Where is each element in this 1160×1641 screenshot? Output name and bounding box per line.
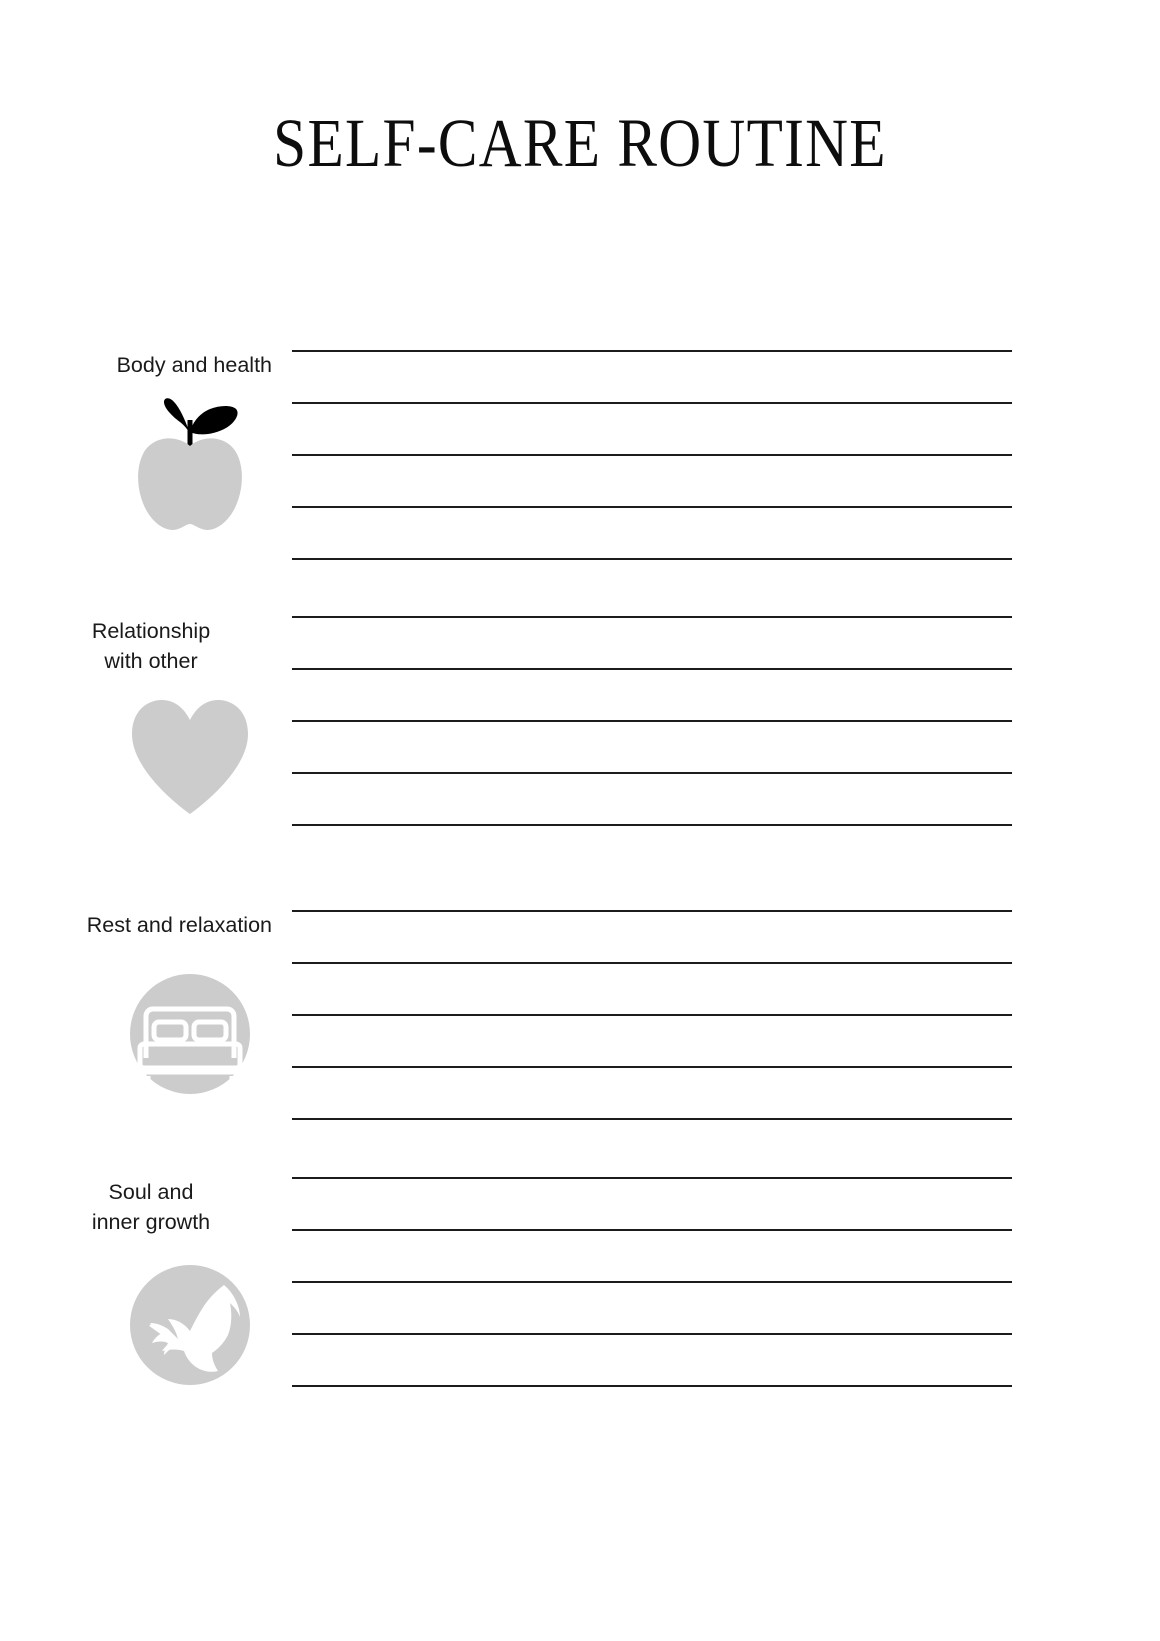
apple-icon — [110, 384, 270, 534]
section-label-line-2: inner growth — [91, 1210, 211, 1234]
section-label-rest-and-relaxation: Rest and relaxation — [86, 913, 272, 937]
writing-line[interactable] — [292, 558, 1012, 560]
section-label-body-and-health: Body and health — [116, 353, 272, 377]
writing-lines-rest-and-relaxation — [292, 910, 1012, 1120]
page-title: SELF-CARE ROUTINE — [273, 105, 887, 181]
writing-lines-body-and-health — [292, 350, 1012, 560]
writing-line[interactable] — [292, 824, 1012, 826]
section-label-line-1: Relationship — [91, 619, 211, 643]
writing-line[interactable] — [292, 1385, 1012, 1387]
section-label-soul-and-inner-growth — [30, 1177, 272, 1237]
writing-lines-soul-and-inner-growth — [292, 1177, 1012, 1387]
dove-icon — [110, 1263, 270, 1387]
section-label-relationship-with-other — [30, 616, 272, 676]
section-label-line-2: with other — [104, 649, 198, 673]
writing-lines-relationship-with-other — [292, 616, 1012, 826]
heart-icon — [110, 696, 270, 818]
writing-line[interactable] — [292, 1118, 1012, 1120]
bed-icon — [110, 972, 270, 1096]
section-label-line-1: Soul and — [108, 1180, 194, 1204]
